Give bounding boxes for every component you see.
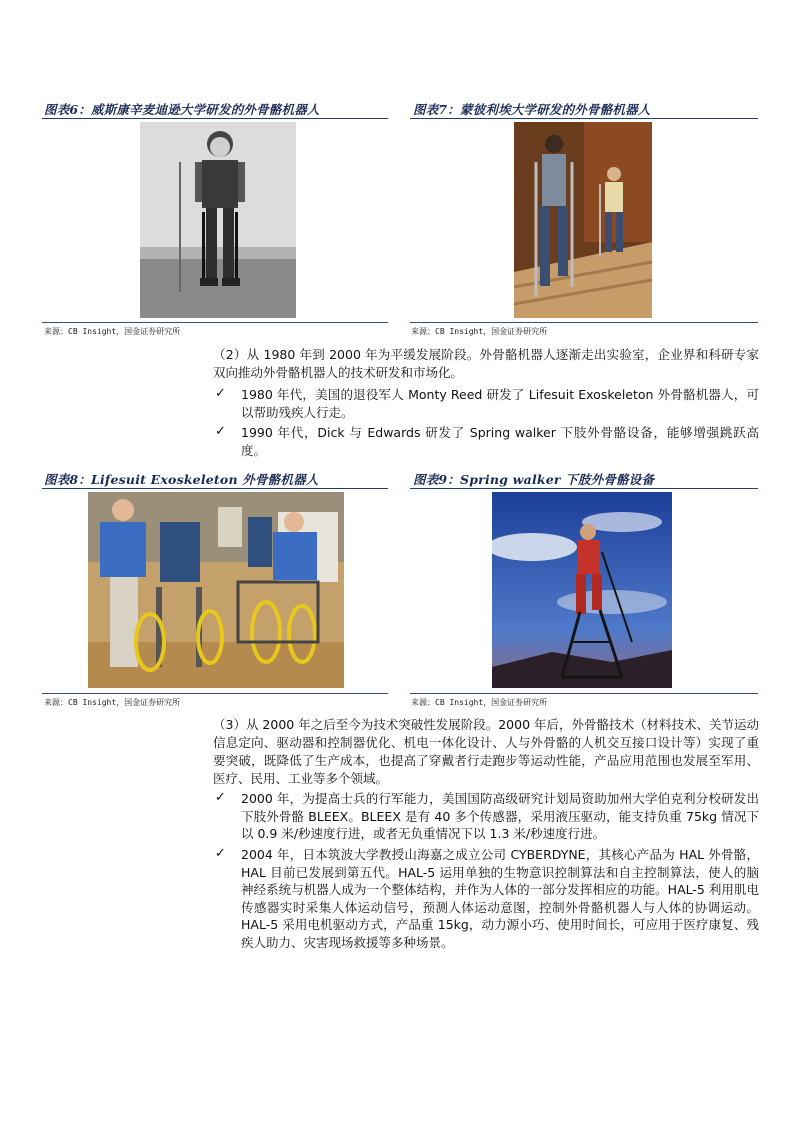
figure-6-title-rule bbox=[42, 118, 388, 119]
figure-7-title: 图表7：蒙彼利埃大学研发的外骨骼机器人 bbox=[413, 102, 651, 117]
figure-7-photo bbox=[514, 122, 652, 318]
section-2-intro: （2）从 1980 年到 2000 年为平缓发展阶段。外骨骼机器人逐渐走出实验室，企业界和科研专家双向推动外骨骼机器人的技术研发和市场化。 bbox=[213, 347, 759, 380]
figure-9-photo bbox=[492, 492, 672, 688]
figure-7-title-rule bbox=[410, 118, 758, 119]
bullet-check-icon: ✓ bbox=[215, 846, 226, 861]
figure-6-photo bbox=[140, 122, 296, 318]
figure-6-title: 图表6：威斯康辛麦迪逊大学研发的外骨骼机器人 bbox=[44, 102, 320, 117]
figure-8-photo bbox=[88, 492, 344, 688]
section-3-intro: （3）从 2000 年之后至今为技术突破性发展阶段。2000 年后，外骨骼技术（材料技术、关节运动信息定向、驱动器和控制器优化、机电一体化设计、人与外骨骼的人机交互接口设计等）实现了重要突破，既降低了生产成本，也提高了穿戴者行走跑步等运动性能，产品应用范围也发展至军用、医疗、民用、工业等多个领域。 bbox=[213, 717, 759, 786]
section-3-bullet-1: 2000 年，为提高士兵的行军能力，美国国防高级研究计划局资助加州大学伯克利分校研发出下肢外骨骼 BLEEX。BLEEX 是有 40 多个传感器，采用液压驱动，能支持负重 75kg 情况下以 0.9 米/秒速度行进，或者无负重情况下以 1.3 米/秒速度行进。 bbox=[241, 791, 759, 841]
figure-8-title-rule bbox=[42, 488, 388, 489]
figure-8-source: 来源：CB Insight，国金证券研究所 bbox=[44, 698, 181, 707]
figure-7-source: 来源：CB Insight，国金证券研究所 bbox=[411, 327, 548, 336]
figure-8-bottom-rule bbox=[42, 693, 388, 694]
figure-9-source: 来源：CB Insight，国金证券研究所 bbox=[411, 698, 548, 707]
bullet-check-icon: ✓ bbox=[215, 424, 226, 439]
figure-9-bottom-rule bbox=[410, 693, 758, 694]
figure-8-title: 图表8：Lifesuit Exoskeleton 外骨骼机器人 bbox=[44, 472, 319, 487]
figure-9-title-rule bbox=[410, 488, 758, 489]
bullet-check-icon: ✓ bbox=[215, 790, 226, 805]
figure-6-bottom-rule bbox=[42, 322, 388, 323]
figure-6-source: 来源：CB Insight，国金证券研究所 bbox=[44, 327, 181, 336]
section-3-bullet-2: 2004 年，日本筑波大学教授山海嘉之成立公司 CYBERDYNE，其核心产品为 HAL 外骨骼，HAL 目前已发展到第五代。HAL-5 运用单独的生物意识控制算法和自主控制算法，使人的脑神经系统与机器人成为一个整体结构，并作为人体的一部分发挥相应的功能。HAL-5 利用肌电传感器实时采集人体运动信号，预测人体运动意图，控制外骨骼机器人与人体的协调运动。HAL-5 采用电机驱动方式，产品重 15kg，动力源小巧、使用时间长，可应用于医疗康复、残疾人助力、灾害现场救援等多种场景。 bbox=[241, 847, 759, 950]
bullet-check-icon: ✓ bbox=[215, 386, 226, 401]
figure-7-bottom-rule bbox=[410, 322, 758, 323]
section-2-bullet-1: 1980 年代，美国的退役军人 Monty Reed 研发了 Lifesuit Exoskeleton 外骨骼机器人，可以帮助残疾人行走。 bbox=[241, 387, 759, 420]
figure-9-title: 图表9：Spring walker 下肢外骨骼设备 bbox=[413, 472, 655, 487]
section-2-bullet-2: 1990 年代，Dick 与 Edwards 研发了 Spring walker 下肢外骨骼设备，能够增强跳跃高度。 bbox=[241, 425, 759, 458]
